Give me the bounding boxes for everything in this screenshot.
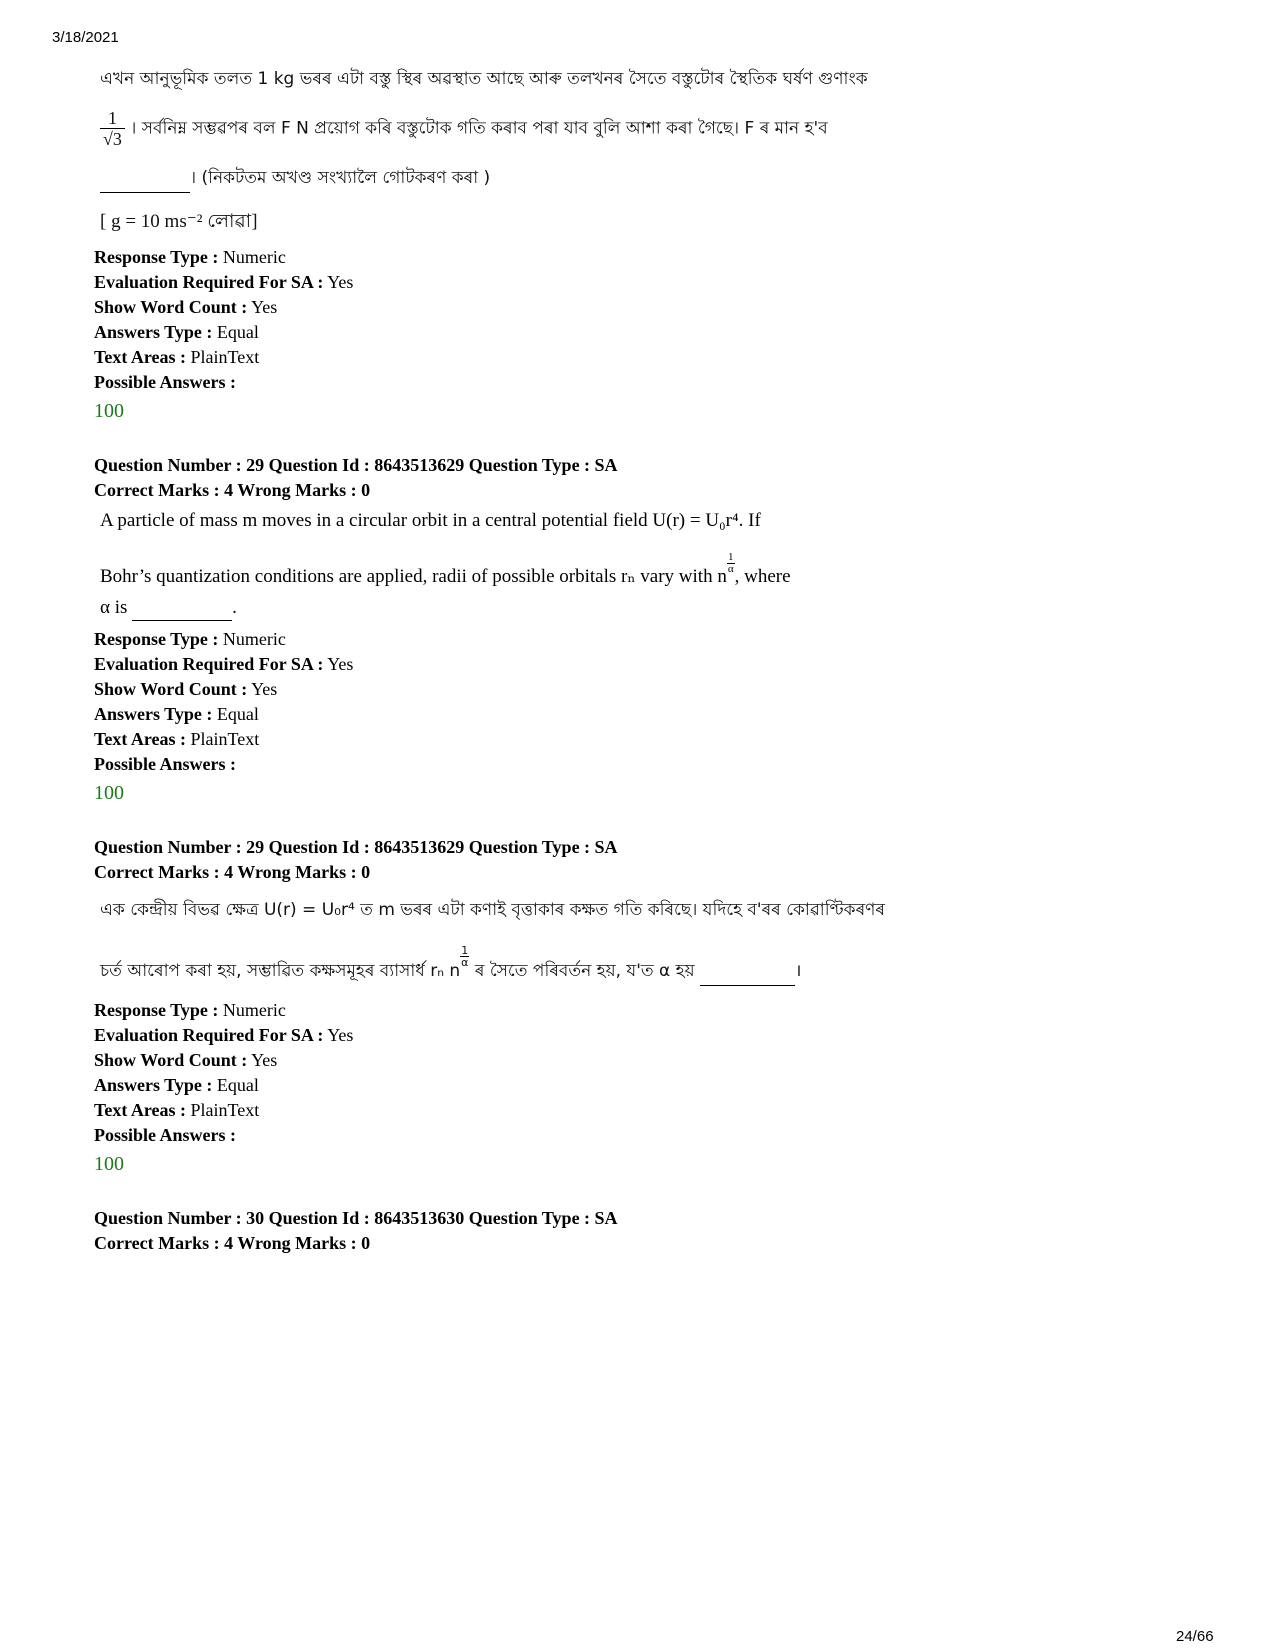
possible-answer-value: 100 xyxy=(94,782,124,804)
response-type-value: Numeric xyxy=(222,247,286,267)
word-count-value: Yes xyxy=(251,679,278,699)
question-info: Question Number : 29 Question Id : 8643513629 Question Type : SA xyxy=(94,837,618,857)
response-type-row xyxy=(94,245,934,270)
eval-required-value: Yes xyxy=(327,654,354,674)
text-areas-value: PlainText xyxy=(190,729,260,749)
possible-answers-label: Possible Answers : xyxy=(94,1125,237,1145)
word-count-row xyxy=(94,295,934,320)
text-areas-row xyxy=(94,1098,934,1123)
answer-blank xyxy=(132,602,232,621)
response-type-label: Response Type : xyxy=(94,247,219,267)
answers-type-row xyxy=(94,320,934,345)
possible-answers-row xyxy=(94,1123,934,1148)
response-type-label: Response Type : xyxy=(94,1000,219,1020)
question-line-with-exponent: চৰ্ত আৰোপ কৰা হয়, সম্ভাৱিত কক্ষসমূহৰ ব্যাসাৰ্ধ rₙ n $\frac{1}{\alpha}$ ৰ সৈতে পৰিবৰ্তন হয়, য'ত α হয় । xyxy=(100,945,928,986)
word-count-row xyxy=(94,1048,934,1073)
answers-type-label: Answers Type : xyxy=(94,1075,213,1095)
word-count-row xyxy=(94,677,934,702)
question-meta xyxy=(94,998,934,1178)
possible-answers-label: Possible Answers : xyxy=(94,372,237,392)
question-line: α is xyxy=(100,597,128,618)
fraction xyxy=(100,108,125,149)
possible-answers-row xyxy=(94,370,934,395)
eval-required-label: Evaluation Required For SA : xyxy=(94,1025,324,1045)
exponent-denominator: α xyxy=(727,563,734,575)
answers-type-value: Equal xyxy=(216,322,259,342)
eval-required-row xyxy=(94,652,934,677)
print-date: 3/18/2021 xyxy=(52,29,119,46)
answers-type-row xyxy=(94,702,934,727)
eval-required-row xyxy=(94,1023,934,1048)
text-areas-row xyxy=(94,345,934,370)
page-content xyxy=(94,60,934,1256)
exponent-numerator: 1 xyxy=(727,551,734,563)
answers-type-label: Answers Type : xyxy=(94,704,213,724)
question-meta xyxy=(94,245,934,425)
word-count-label: Show Word Count : xyxy=(94,297,248,317)
question-given-values: [ g = 10 ms⁻² লোৱা] xyxy=(100,211,258,232)
question-info: Question Number : 29 Question Id : 8643513629 Question Type : SA xyxy=(94,455,618,475)
word-count-value: Yes xyxy=(251,1050,278,1070)
question-line: এখন আনুভূমিক তলত 1 kg ভৰৰ এটা বস্তু স্থিৰ অৱস্থাত আছে আৰু তলখনৰ সৈতে বস্তুটোৰ স্থৈতিক ঘৰ্ষণ গুণাংক xyxy=(100,69,868,89)
question-line-with-blank xyxy=(100,163,928,193)
question-line-with-blank: α is . xyxy=(100,594,928,621)
eval-required-value: Yes xyxy=(327,272,354,292)
possible-answers-row xyxy=(94,752,934,777)
question-meta xyxy=(94,627,934,807)
question-header xyxy=(94,1206,934,1256)
word-count-label: Show Word Count : xyxy=(94,679,248,699)
response-type-value: Numeric xyxy=(222,1000,286,1020)
text-areas-value: PlainText xyxy=(190,347,260,367)
eval-required-label: Evaluation Required For SA : xyxy=(94,272,324,292)
question-info: Question Number : 30 Question Id : 8643513630 Question Type : SA xyxy=(94,1208,618,1228)
question-line: চৰ্ত আৰোপ কৰা হয়, সম্ভাৱিত কক্ষসমূহৰ ব্যাসাৰ্ধ rₙ n xyxy=(100,961,461,981)
question-header xyxy=(94,453,934,503)
question-28-assamese-text xyxy=(94,60,934,241)
question-header xyxy=(94,835,934,885)
fraction-denominator: √3 xyxy=(103,129,122,149)
possible-answer-value: 100 xyxy=(94,1153,124,1175)
question-29-assamese-text xyxy=(94,885,934,990)
word-count-value: Yes xyxy=(251,297,278,317)
exponent-numerator: 1 xyxy=(461,944,469,957)
answers-type-value: Equal xyxy=(216,704,259,724)
response-type-label: Response Type : xyxy=(94,629,219,649)
answer-blank xyxy=(100,174,190,193)
question-line-with-fraction xyxy=(100,108,928,149)
question-29-english-text xyxy=(94,503,934,623)
answers-type-label: Answers Type : xyxy=(94,322,213,342)
answers-type-value: Equal xyxy=(216,1075,259,1095)
possible-answer-value: 100 xyxy=(94,400,124,422)
eval-required-label: Evaluation Required For SA : xyxy=(94,654,324,674)
answer-blank xyxy=(700,967,795,986)
question-marks: Correct Marks : 4 Wrong Marks : 0 xyxy=(94,480,371,500)
response-type-row xyxy=(94,627,934,652)
fraction-numerator: 1 xyxy=(100,108,125,129)
possible-answers-label: Possible Answers : xyxy=(94,754,237,774)
question-line-with-exponent xyxy=(100,552,928,590)
answers-type-row xyxy=(94,1073,934,1098)
question-line: A particle of mass m moves in a circular orbit in a central potential field U(r) = U₀r⁴. If xyxy=(100,510,761,531)
text-areas-value: PlainText xyxy=(190,1100,260,1120)
word-count-label: Show Word Count : xyxy=(94,1050,248,1070)
eval-required-value: Yes xyxy=(327,1025,354,1045)
question-line: । (নিকটতম অখণ্ড সংখ্যালৈ গোটকৰণ কৰা ) xyxy=(190,168,491,188)
exponent-fraction xyxy=(727,552,735,575)
page-number: 24/66 xyxy=(1176,1628,1214,1645)
question-line: Bohr’s quantization conditions are applied, radii of possible orbitals rₙ vary with n xyxy=(100,566,727,587)
question-line: ৰ সৈতে পৰিবৰ্তন হয়, য'ত α হয় xyxy=(474,961,695,981)
question-line: , where xyxy=(734,566,791,587)
response-type-value: Numeric xyxy=(222,629,286,649)
text-areas-label: Text Areas : xyxy=(94,1100,186,1120)
eval-required-row xyxy=(94,270,934,295)
exponent-denominator: α xyxy=(461,956,469,969)
text-areas-label: Text Areas : xyxy=(94,729,186,749)
text-areas-row xyxy=(94,727,934,752)
question-line: এক কেন্দ্ৰীয় বিভৱ ক্ষেত্ৰ U(r) = U₀r⁴ ত m ভৰৰ এটা কণাই বৃত্তাকাৰ কক্ষত গতি কৰিছে। যদিহে ব'ৰৰ কোৱাণ্টিকৰণৰ xyxy=(100,900,885,920)
text-areas-label: Text Areas : xyxy=(94,347,186,367)
question-line: । সৰ্বনিম্ন সম্ভৱপৰ বল F N প্ৰয়োগ কৰি বস্তুটোক গতি কৰাব পৰা যাব বুলি আশা কৰা গৈছে। F ৰ মান হ'ব xyxy=(130,118,828,139)
question-marks: Correct Marks : 4 Wrong Marks : 0 xyxy=(94,862,371,882)
question-marks: Correct Marks : 4 Wrong Marks : 0 xyxy=(94,1233,371,1253)
response-type-row xyxy=(94,998,934,1023)
exponent-fraction xyxy=(460,945,469,968)
